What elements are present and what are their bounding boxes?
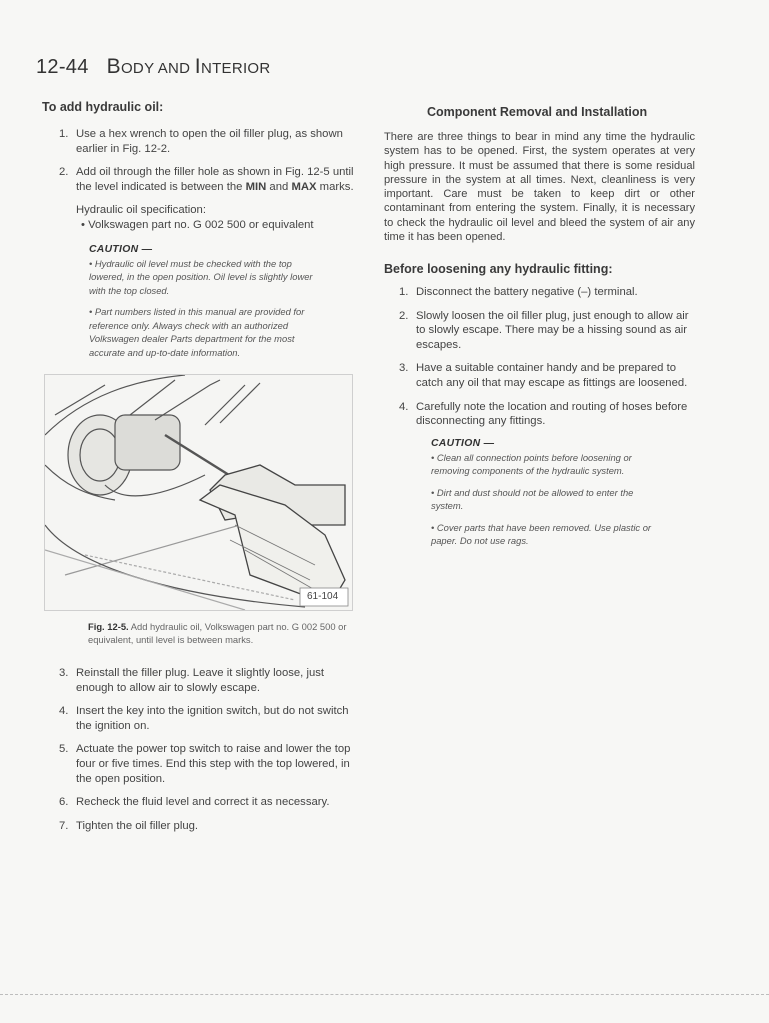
step-number: 2. — [59, 166, 69, 179]
page-bottom-rule — [0, 994, 769, 995]
step-number: 4. — [399, 400, 409, 413]
max-mark: MAX — [291, 180, 317, 193]
step-item — [399, 285, 695, 300]
step-text: Use a hex wrench to open the oil filler plug, as shown earlier in Fig. 12-2. — [76, 128, 343, 155]
title-part-and: AND — [154, 60, 195, 77]
caption-text: Add hydraulic oil, Volkswagen part no. G 002 500 or equivalent, until level is between marks. — [88, 621, 347, 645]
step-item — [59, 666, 355, 695]
title-part-nterior: NTERIOR — [200, 60, 271, 77]
step-number: 2. — [399, 309, 409, 322]
left-steps-top — [59, 127, 355, 233]
caption-label: Fig. 12-5. — [88, 621, 129, 632]
step-number: 3. — [59, 667, 69, 679]
step-text-a: Add oil through the filler hole as shown in Fig. 12-5 until the level indicated is between the — [76, 166, 354, 193]
page-header — [36, 55, 271, 79]
step-text: Have a suitable container handy and be prepared to catch any oil that may escape as fittings are loosened. — [416, 362, 688, 389]
caution-title: CAUTION — — [89, 244, 153, 255]
step-text: Actuate the power top switch to raise and lower the top four or five times. End this step with the top lowered, in the open position. — [76, 743, 351, 785]
right-subheading: Before loosening any hydraulic fitting: — [384, 262, 613, 276]
step-number: 4. — [59, 705, 69, 718]
step-item — [59, 704, 355, 733]
step-text-b: marks. — [316, 180, 354, 193]
caution-item: • Clean all connection points before loosening or removing components of the hydraulic system. — [431, 451, 632, 476]
caution-item: • Cover parts that have been removed. Use plastic or paper. Do not use rags. — [431, 521, 652, 546]
min-mark: MIN — [245, 180, 267, 193]
title-letter-b: B — [106, 55, 121, 78]
step-text: Tighten the oil filler plug. — [76, 819, 199, 832]
step-text: Insert the key into the ignition switch, but do not switch the ignition on. — [76, 705, 349, 732]
right-intro: There are three things to bear in mind any time the hydraulic system has to be opened. First, the system operates at very high pressure. It must be assumed that there is some residual pressure in the system at all times. Next, cleanliness is very important. Care must be taken to keep dirt or other contaminant from entering the system. Finally, it is necessary to check the hydraulic oil level and bleed the system of air any time it has been opened. — [384, 131, 695, 244]
step-text: Reinstall the filler plug. Leave it slightly loose, just enough to allow air to slowly escape. — [76, 667, 325, 694]
step-item — [399, 400, 695, 429]
figure-illustration — [44, 374, 353, 611]
page-number: 12-44 — [36, 56, 89, 78]
caution-item: • Hydraulic oil level must be checked with the top lowered, in the open position. Oil level is slightly lower with the top closed. — [89, 257, 313, 296]
step-text-and: and — [266, 180, 292, 193]
caution-item: • Part numbers listed in this manual are provided for reference only. Always check with an authorized Volkswagen dealer Parts department for the most accurate and up-to-date information. — [89, 306, 305, 358]
step-number: 3. — [399, 362, 409, 375]
figure-caption — [88, 621, 358, 646]
step-text: Carefully note the location and routing of hoses before disconnecting any fittings. — [416, 400, 688, 428]
title-letter-i: I — [194, 55, 201, 78]
step-number: 5. — [59, 743, 69, 756]
left-heading: To add hydraulic oil: — [42, 100, 164, 114]
caution-item: • Dirt and dust should not be allowed to enter the system. — [431, 486, 634, 511]
caution-title: CAUTION — — [431, 438, 495, 449]
step-item — [399, 309, 695, 353]
spec-label: Hydraulic oil specification: — [76, 204, 206, 217]
step-item — [59, 819, 355, 834]
step-number: 1. — [59, 128, 69, 140]
right-caution — [431, 437, 656, 556]
step-number: 6. — [59, 796, 69, 809]
step-number: 1. — [399, 286, 409, 298]
title-part-ody: ODY — [120, 60, 155, 77]
oil-filling-illustration — [45, 375, 352, 610]
step-text: Recheck the fluid level and correct it as necessary. — [76, 796, 330, 809]
figure-label: 61-104 — [307, 591, 339, 602]
step-item — [399, 361, 695, 390]
right-heading: Component Removal and Installation — [427, 105, 648, 119]
step-item — [59, 127, 355, 156]
step-item — [59, 165, 355, 194]
step-item — [59, 742, 355, 786]
step-item — [59, 795, 355, 810]
step-number: 7. — [59, 819, 69, 832]
right-steps — [399, 285, 695, 438]
spec-item: • Volkswagen part no. G 002 500 or equivalent — [81, 218, 314, 231]
left-caution — [89, 243, 329, 367]
left-steps-bottom — [59, 666, 355, 842]
step-text: Disconnect the battery negative (–) terminal. — [416, 286, 638, 298]
step-text: Slowly loosen the oil filler plug, just enough to allow air to slowly escape. There may be a hissing sound as air escapes. — [416, 309, 689, 351]
